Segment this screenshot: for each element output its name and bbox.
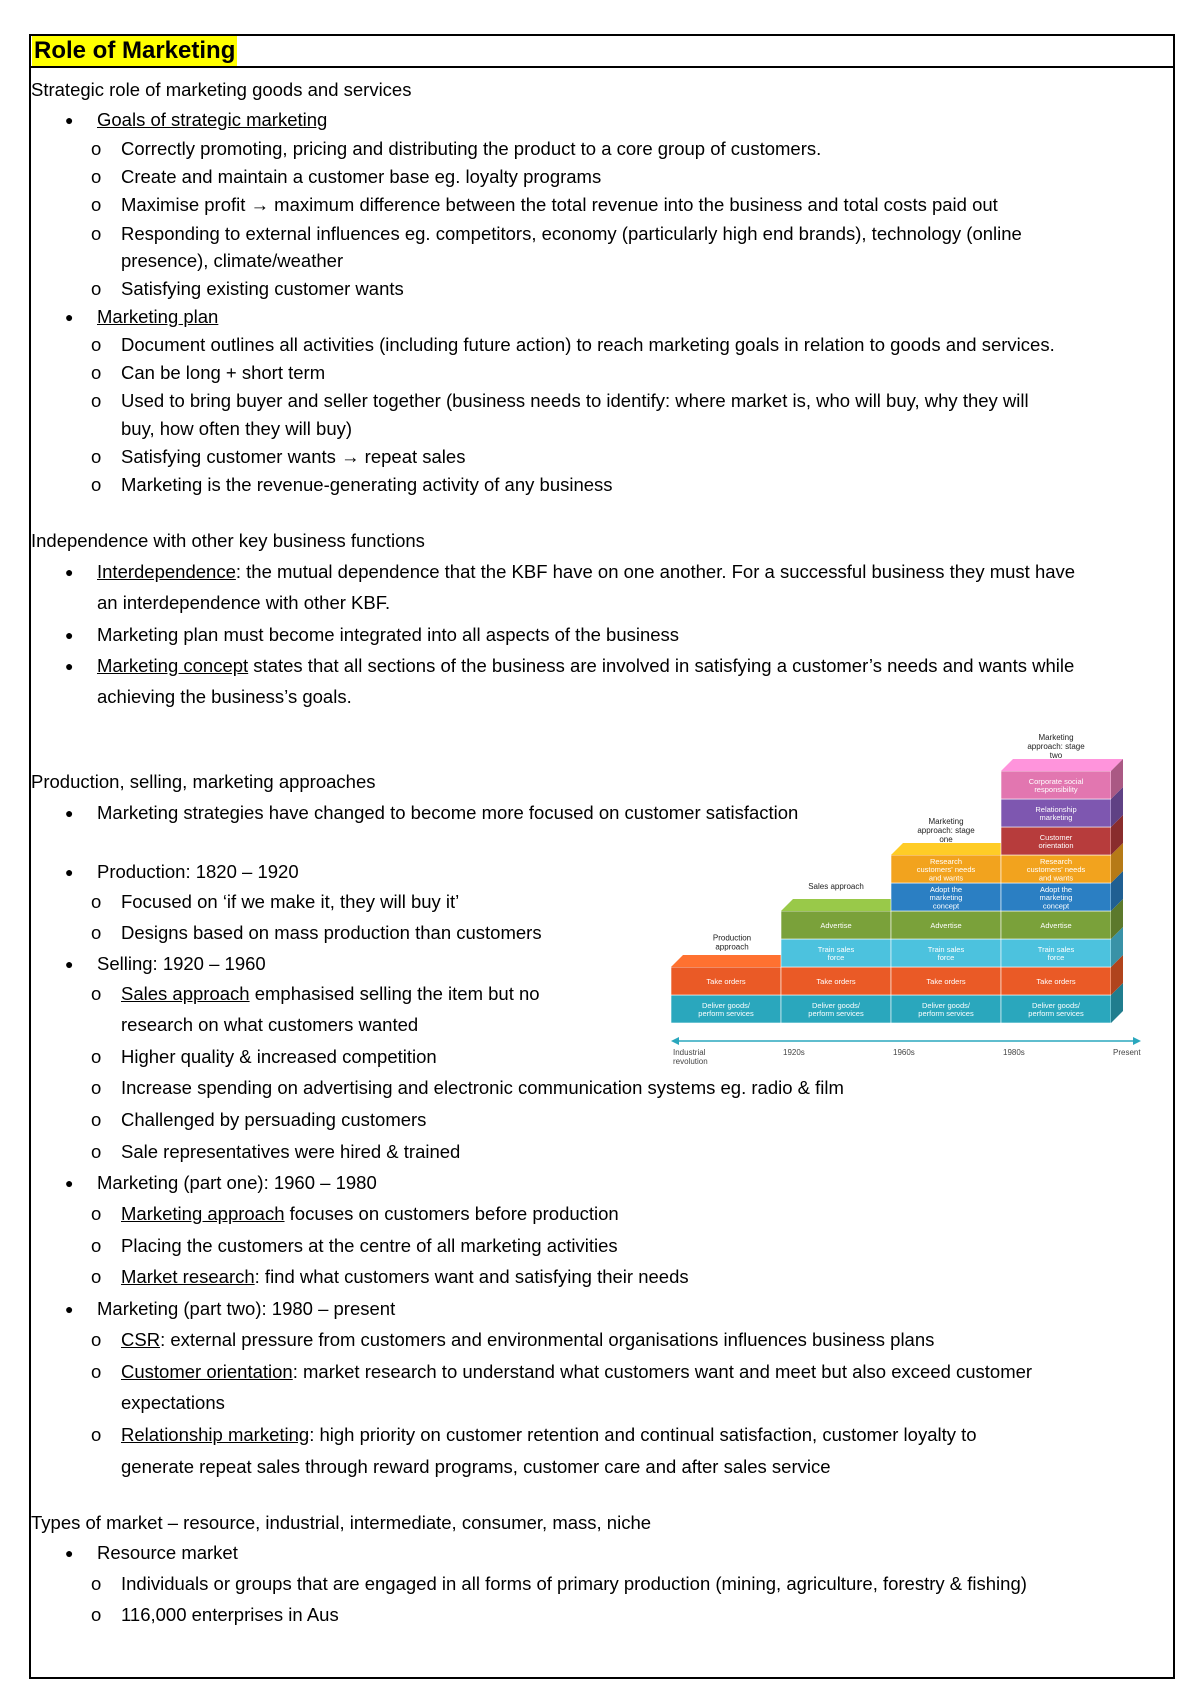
plan-item: o Can be long + short term (91, 362, 326, 383)
plan-item: o Marketing is the revenue-generating activity of any business (91, 474, 613, 495)
plan-item: o Used to bring buyer and seller together (business needs to identify: where market is, who will buy, why they will (91, 390, 1029, 411)
marketing-two-item: o CSR: external pressure from customers and environmental organisations influences business plans (91, 1329, 935, 1350)
production-item: o Focused on ‘if we make it, they will buy it’ (91, 891, 460, 912)
section-heading-strategic: Strategic role of marketing goods and services (31, 79, 412, 100)
section-heading-independence: Independence with other key business functions (31, 530, 425, 551)
disc-bullet: ● (65, 112, 74, 128)
block-label-take: Take orders (926, 977, 966, 986)
block-label-adopt: Adopt the marketing concept (929, 884, 963, 911)
block-top-take (671, 955, 793, 967)
title-row (31, 36, 1173, 68)
marketing-plan-label: Marketing plan (97, 306, 219, 327)
block-label-adopt: Adopt the marketing concept (1039, 884, 1073, 911)
marketing-approaches-diagram (671, 733, 1141, 1068)
goal-item: o Correctly promoting, pricing and distributing the product to a core group of customers. (91, 138, 822, 159)
resource-item: o Individuals or groups that are engaged in all forms of primary production (mining, agriculture, forestry & fishing) (91, 1573, 1027, 1594)
marketing-one-item: o Market research: find what customers want and satisfying their needs (91, 1266, 689, 1287)
stage-label: Sales approach (808, 882, 864, 891)
document-frame: Role of Marketing Strategic role of marketing goods and services ● Goals of strategic marketing o Correctly promoting, pricing and distributing the product to a core group of customers. o Create and maintain a customer base eg. loyalty programs o Maximise profit → maximum difference between the total revenue into the business and total costs paid out o Responding to external influences eg. competitors, economy (particularly high end brands), technology (online presence), climate/weather o Satisfying existing customer wants ● Marketing plan o Document outlines all activities (including future action) to reach marketing goals in relation to goods and services. o Can be long + short term o Used to bring buyer and seller together (business needs to identify: where market is, who will buy, why they will buy, how often they will buy) o Satisfying customer wants → repeat sales o Marketing is the revenue-generating activity of any business Independence with other key business functions ● Interdependence: the mutual dependence that the KBF have on one another. For a successful business they must have an interdependence with other KBF. ● Marketing plan must become integrated into all aspects of the business ● Marketing concept states that all sections of the business are involved in satisfying a customer’s needs and wants while achieving the business’s goals. Production, selling, marketing approaches ● Marketing strategies have changed to become more focused on customer satisfaction ● Production: 1820 – 1920 o Focused on ‘if we make it, they will buy it’ o Designs based on mass production than customers ● Selling: 1920 – 1960 o Sales approach emphasised selling the item but no research on what customers wanted o Higher quality & increased competition o Increase spending on advertising and electronic communication systems eg. radio & film o Challenged by persuading customers o Sale representatives were hired & trained ● Marketing (part one): 1960 – 1980 o Marketing approach focuses on customers before production o Placing the customers at the centre of all marketing activities o Market research: find what customers want and satisfying their needs ● Marketing (part two): 1980 – present o CSR: external pressure from customers and environmental organisations influences business plans o Customer orientation: market research to understand what customers want and meet but also exceed customer expectations o Relationship marketing: high priority on customer retention and continual satisfaction, customer loyalty to generate repeat sales through reward programs, customer care and after sales service Types of market – resource, industrial, intermediate, consumer, mass, niche ● Resource market o Individuals or groups that are engaged in all forms of primary production (mining, agriculture, forestry & fishing) o 116,000 enterprises in Aus (29, 34, 1175, 1679)
plan-item: o Satisfying customer wants → repeat sales (91, 446, 466, 467)
plan-item: o Document outlines all activities (including future action) to reach marketing goals in relation to goods and services. (91, 334, 1055, 355)
selling-item: o Higher quality & increased competition (91, 1046, 437, 1067)
stage-label: Marketing approach: stage two (1027, 733, 1085, 760)
section-heading-approaches: Production, selling, marketing approaches (31, 771, 376, 792)
timeline-label: 1980s (1003, 1048, 1025, 1057)
selling-item: o Challenged by persuading customers (91, 1109, 427, 1130)
interdependence-continued: an interdependence with other KBF. (97, 592, 391, 613)
marketing-one-item: o Marketing approach focuses on customers before production (91, 1203, 619, 1224)
timeline-arrow-right (1133, 1037, 1141, 1045)
timeline-label: Industrial revolution (673, 1048, 708, 1066)
block-top-research (891, 843, 1013, 855)
selling-item: o Sale representatives were hired & trained (91, 1141, 461, 1162)
timeline-label: 1920s (783, 1048, 805, 1057)
marketing-concept-continued: achieving the business’s goals. (97, 686, 352, 707)
block-label-deliver: Deliver goods/ perform services (698, 1000, 754, 1019)
block-label-train: Train sales force (1037, 944, 1075, 963)
block-label-train: Train sales force (817, 944, 855, 963)
section-heading-markets: Types of market – resource, industrial, intermediate, consumer, mass, niche (31, 1512, 652, 1533)
page-title: Role of Marketing (34, 37, 236, 64)
block-label-train: Train sales force (927, 944, 965, 963)
plan-item-continued: buy, how often they will buy) (121, 418, 353, 439)
marketing-two-item-continued: generate repeat sales through reward programs, customer care and after sales service (121, 1456, 831, 1477)
block-label-orient: Customer orientation (1038, 832, 1074, 851)
marketing-two-item: o Customer orientation: market research to understand what customers want and meet but also exceed customer (91, 1361, 1033, 1382)
timeline-label: Present (1113, 1048, 1141, 1057)
staircase-figure (671, 733, 1141, 1068)
block-label-relation: Relationship marketing (1035, 804, 1077, 823)
marketing-two-item-continued: expectations (121, 1392, 225, 1413)
timeline-label: 1960s (893, 1048, 915, 1057)
block-label-advertise: Advertise (930, 921, 962, 930)
block-top-csr (1001, 759, 1123, 771)
block-label-deliver: Deliver goods/ perform services (808, 1000, 864, 1019)
block-label-take: Take orders (816, 977, 856, 986)
block-label-research: Research customers' needs and wants (916, 856, 976, 883)
block-label-research: Research customers' needs and wants (1026, 856, 1086, 883)
marketing-one-item: o Placing the customers at the centre of all marketing activities (91, 1235, 618, 1256)
selling-item-continued: research on what customers wanted (121, 1014, 419, 1035)
block-label-advertise: Advertise (1040, 921, 1072, 930)
block-label-csr: Corporate social responsibility (1028, 776, 1084, 795)
goal-item: o Responding to external influences eg. competitors, economy (particularly high end brands), technology (online (91, 223, 1022, 244)
resource-item: o 116,000 enterprises in Aus (91, 1604, 339, 1625)
selling-item: o Increase spending on advertising and electronic communication systems eg. radio & film (91, 1077, 844, 1098)
stage-label: Marketing approach: stage one (917, 817, 975, 844)
block-label-advertise: Advertise (820, 921, 852, 930)
block-top-advertise (781, 899, 903, 911)
production-item: o Designs based on mass production than customers (91, 922, 542, 943)
timeline-arrow-left (671, 1037, 679, 1045)
selling-item: o Sales approach emphasised selling the item but no (91, 983, 540, 1004)
block-label-deliver: Deliver goods/ perform services (918, 1000, 974, 1019)
goal-item: o Create and maintain a customer base eg. loyalty programs (91, 166, 602, 187)
goal-item: o Satisfying existing customer wants (91, 278, 404, 299)
goals-label: Goals of strategic marketing (97, 109, 328, 130)
stage-label: Production approach (712, 933, 752, 952)
block-label-take: Take orders (706, 977, 746, 986)
block-label-take: Take orders (1036, 977, 1076, 986)
marketing-two-item: o Relationship marketing: high priority on customer retention and continual satisfaction, customer loyalty to (91, 1424, 977, 1445)
block-label-deliver: Deliver goods/ perform services (1028, 1000, 1084, 1019)
goal-item: o Maximise profit → maximum difference between the total revenue into the business and total costs paid out (91, 194, 998, 215)
goal-item-continued: presence), climate/weather (121, 250, 344, 271)
